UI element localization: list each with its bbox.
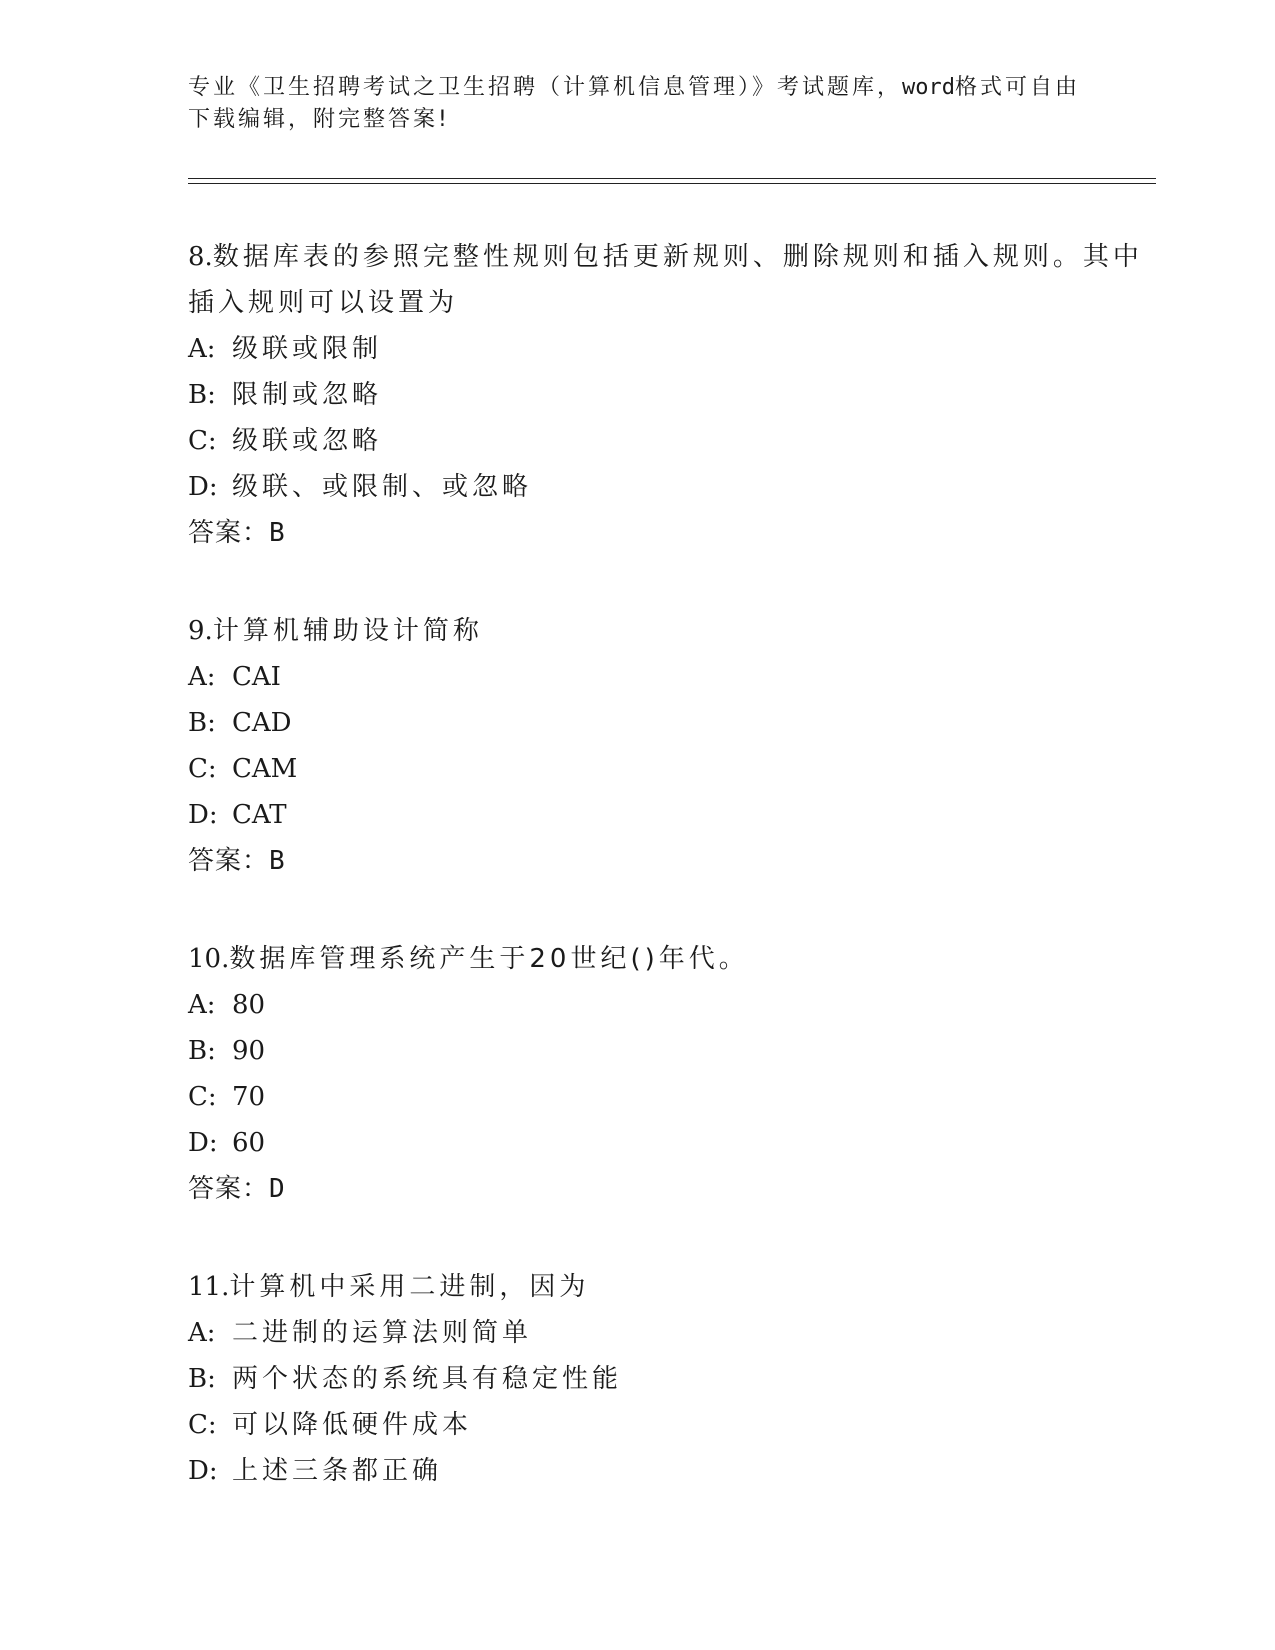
option-letter: B: (188, 708, 216, 738)
question-10 (188, 936, 1148, 1212)
question-8 (188, 234, 1148, 556)
answer-line (188, 1166, 1148, 1212)
option-a (188, 1310, 1148, 1356)
option-text: CAI (232, 662, 281, 692)
question-number: 10. (188, 944, 230, 974)
option-text: 级联或忽略 (232, 426, 383, 456)
question-text: 计算机辅助设计简称 (212, 616, 483, 646)
option-text: 60 (232, 1128, 266, 1158)
option-letter: D: (188, 1456, 218, 1486)
option-letter: C: (188, 426, 217, 456)
question-text: 数据库表的参照完整性规则包括更新规则、删除规则和插入规则。其中插入规则可以设置为 (188, 242, 1143, 318)
header-divider-bottom (188, 183, 1156, 184)
answer-value: D (269, 1174, 286, 1204)
header-text-before: 专业《卫生招聘考试之卫生招聘（计算机信息管理）》考试题库， (188, 75, 903, 100)
option-b (188, 700, 1148, 746)
option-letter: C: (188, 1082, 217, 1112)
header-word: word (902, 75, 955, 100)
option-text: 上述三条都正确 (232, 1456, 443, 1486)
header-text-after: 格式可自由下载编辑，附完整答案! (188, 75, 1081, 132)
option-d (188, 464, 1148, 510)
option-a (188, 654, 1148, 700)
option-b (188, 1356, 1148, 1402)
option-text: 二进制的运算法则简单 (232, 1318, 533, 1348)
option-d (188, 792, 1148, 838)
answer-value: B (269, 518, 286, 548)
question-number: 8. (188, 242, 213, 272)
question-list (188, 234, 1148, 1546)
answer-line (188, 510, 1148, 556)
option-d (188, 1448, 1148, 1494)
question-stem (188, 936, 1148, 982)
option-text: CAT (232, 800, 287, 830)
option-text: 级联、或限制、或忽略 (232, 472, 533, 502)
answer-label: 答案： (188, 846, 270, 876)
option-letter: A: (188, 662, 216, 692)
question-11 (188, 1264, 1148, 1494)
answer-value: B (269, 846, 286, 876)
option-text: 90 (232, 1036, 266, 1066)
question-number: 9. (188, 616, 213, 646)
option-letter: A: (188, 990, 216, 1020)
question-stem (188, 608, 1148, 654)
option-letter: B: (188, 380, 216, 410)
option-letter: D: (188, 472, 218, 502)
option-text: 80 (232, 990, 266, 1020)
option-text: 两个状态的系统具有稳定性能 (232, 1364, 623, 1394)
option-letter: A: (188, 334, 216, 364)
header-divider-top (188, 178, 1156, 179)
option-letter: D: (188, 800, 218, 830)
question-9 (188, 608, 1148, 884)
option-text: CAM (232, 754, 298, 784)
option-text: 可以降低硬件成本 (232, 1410, 473, 1440)
option-text: 级联或限制 (232, 334, 383, 364)
answer-label: 答案： (188, 1174, 270, 1204)
option-a (188, 326, 1148, 372)
document-header (188, 72, 1088, 136)
option-text: CAD (232, 708, 292, 738)
question-text: 数据库管理系统产生于20世纪()年代。 (229, 944, 749, 974)
option-b (188, 1028, 1148, 1074)
question-number: 11. (188, 1272, 230, 1302)
option-letter: D: (188, 1128, 218, 1158)
option-d (188, 1120, 1148, 1166)
answer-line (188, 838, 1148, 884)
question-text: 计算机中采用二进制，因为 (229, 1272, 590, 1302)
option-c (188, 1074, 1148, 1120)
option-c (188, 746, 1148, 792)
option-text: 70 (232, 1082, 266, 1112)
option-letter: B: (188, 1036, 216, 1066)
option-text: 限制或忽略 (232, 380, 383, 410)
option-c (188, 1402, 1148, 1448)
option-letter: A: (188, 1318, 216, 1348)
question-stem (188, 234, 1148, 326)
option-letter: C: (188, 1410, 217, 1440)
option-letter: C: (188, 754, 217, 784)
question-stem (188, 1264, 1148, 1310)
option-a (188, 982, 1148, 1028)
option-b (188, 372, 1148, 418)
answer-label: 答案： (188, 518, 270, 548)
option-letter: B: (188, 1364, 216, 1394)
option-c (188, 418, 1148, 464)
